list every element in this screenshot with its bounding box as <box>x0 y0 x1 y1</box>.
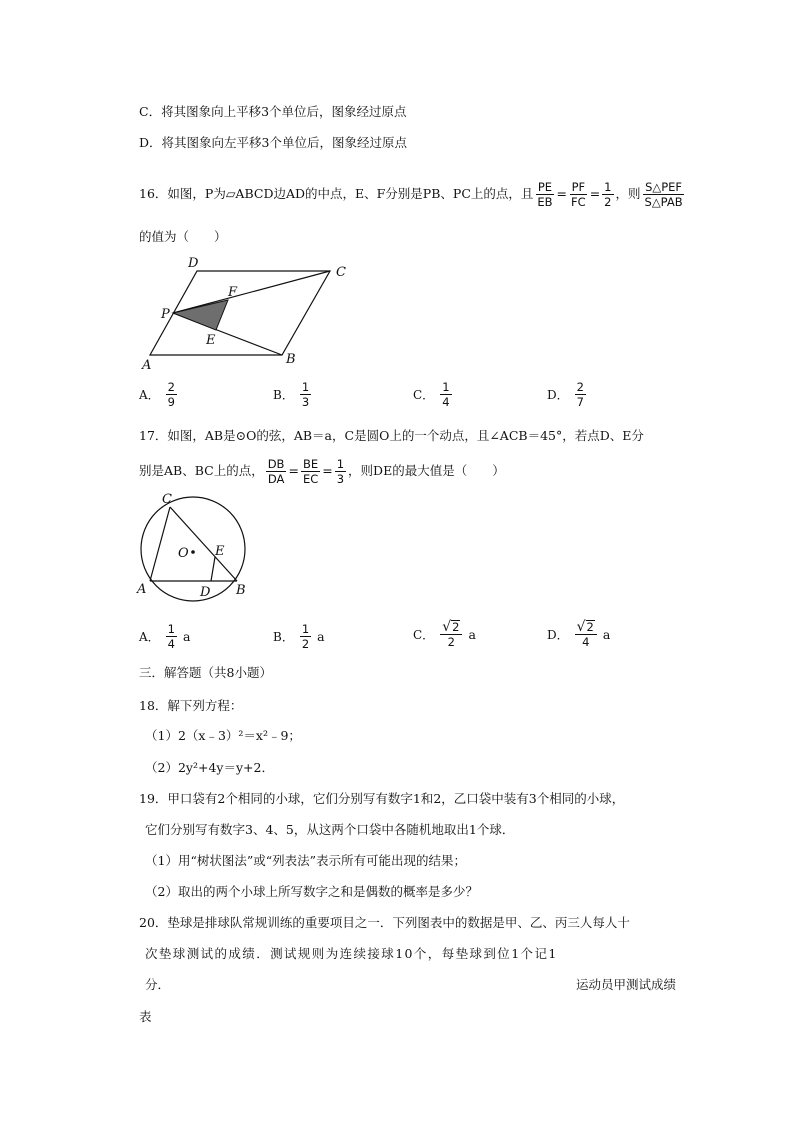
q18-stem: 18．解下列方程： <box>139 698 243 713</box>
segment-pc <box>173 271 330 313</box>
q17-option-a <box>139 622 190 651</box>
q19-line-2: 它们分别写有数字3、4、5，从这两个口袋中各随机地取出1个球． <box>145 822 515 837</box>
sqrt-numerator: √ 2 <box>575 620 597 635</box>
option-tail: a <box>602 627 611 642</box>
q16-parallelogram-figure <box>130 252 360 374</box>
frac-den: FC <box>571 194 586 209</box>
frac-num: 2 <box>167 380 175 394</box>
option-tail: a <box>468 627 476 642</box>
frac-den: 2 <box>604 194 612 209</box>
sqrt-numerator: √ 2 <box>440 620 462 635</box>
frac-num: PE <box>537 179 553 194</box>
q15-option-d: D．将其图象向左平移3个单位后，图象经过原点 <box>139 135 407 150</box>
center-dot <box>191 550 195 554</box>
q17-option-b <box>273 622 325 651</box>
q17-frac-third <box>335 457 346 486</box>
label-d: D <box>200 585 211 600</box>
frac-den: S△PAB <box>644 194 683 209</box>
frac-den: EC <box>302 471 319 486</box>
frac-den: 9 <box>167 395 175 409</box>
option-tail: a <box>317 629 325 644</box>
frac-num: 1 <box>167 622 175 636</box>
segment-de <box>211 557 215 581</box>
option-frac <box>166 622 177 651</box>
option-frac <box>300 622 311 651</box>
q16-then: ，则 <box>615 186 641 201</box>
segment-cb <box>170 507 237 581</box>
q17-option-d <box>547 620 610 649</box>
label-e: E <box>215 544 225 559</box>
frac-num: BE <box>303 456 319 471</box>
frac-den: EB <box>537 194 553 209</box>
option-label: D． <box>547 628 569 642</box>
label-b: B <box>286 352 296 367</box>
q16-stem: 16．如图，P为▱ABCD边AD的中点，E、F分别是PB、PC上的点，且 $\frac{PE}{EB}$ = $\frac{PF}{FC}$ = $\frac{1}{2}$ ，则 $\frac{\text{S△PEF}}{\text{S△PAB}}$ <box>139 179 683 209</box>
frac-num: 1 <box>336 456 345 471</box>
option-label: C． <box>413 628 435 642</box>
frac-num: 1 <box>301 622 310 636</box>
q18-part-1: （1）2（x﹣3）²＝x²﹣9； <box>145 728 301 743</box>
frac-num: S△PEF <box>645 179 683 194</box>
q15-option-c: C．将其图象向上平移3个单位后，图象经过原点 <box>139 104 407 119</box>
circle-o <box>141 497 245 601</box>
frac-den: 3 <box>301 395 310 409</box>
label-b: B <box>236 583 246 598</box>
frac-num: 2 <box>576 380 584 394</box>
option-frac <box>575 380 586 409</box>
q16-stem-a: 16．如图，P为▱ABCD边AD的中点，E、F分别是PB、PC上的点，且 <box>139 186 534 201</box>
q16-frac-pf-fc <box>569 180 588 209</box>
option-frac <box>440 620 462 649</box>
section-heading: 三．解答题（共8小题） <box>139 665 272 680</box>
frac-num: 1 <box>604 179 612 194</box>
q20-line-3a: 分． <box>145 977 171 992</box>
q16-option-d <box>547 380 588 409</box>
q19-part-1: （1）用“树状图法”或“列表法”表示所有可能出现的结果； <box>145 853 467 868</box>
frac-den: 4 <box>582 635 590 649</box>
label-c: C <box>162 492 172 507</box>
q16-option-b <box>273 380 313 409</box>
frac-num: 2 <box>452 620 460 634</box>
q20-line-1: 20．垫球是排球队常规训练的重要项目之一．下列图表中的数据是甲、乙、丙三人每人十 <box>139 915 630 930</box>
q19-line-1: 19．甲口袋有2个相同的小球，它们分别写有数字1和2，乙口袋中装有3个相同的小球， <box>139 791 625 806</box>
option-frac <box>440 380 451 409</box>
label-a: A <box>142 358 152 373</box>
label-a: A <box>137 582 147 597</box>
label-e: E <box>206 333 216 348</box>
option-label: C． <box>413 388 435 402</box>
frac-num: 1 <box>442 380 450 394</box>
q17-stem-b2: ，则DE的最大值是（ ） <box>348 463 505 478</box>
option-frac <box>575 620 597 649</box>
label-f: F <box>228 285 238 300</box>
frac-num: PF <box>571 179 586 194</box>
q17-stem-b1: 别是AB、BC上的点， <box>139 463 264 478</box>
q16-stem-b: 的值为（ ） <box>139 229 227 244</box>
q20-line-4: 表 <box>139 1009 152 1024</box>
frac-num: 1 <box>301 380 310 394</box>
option-label: A． <box>139 388 160 402</box>
frac-den: 2 <box>447 635 455 649</box>
frac-den: 2 <box>301 637 310 651</box>
frac-den: DA <box>267 471 285 486</box>
q16-frac-pe-eb <box>535 180 554 209</box>
q18-part-2: （2）2y²+4y＝y+2． <box>145 760 274 775</box>
q17-circle-figure <box>132 492 257 604</box>
frac-den: 3 <box>336 471 345 486</box>
label-o: O <box>178 546 189 561</box>
q17-frac-db-da <box>266 457 287 486</box>
q17-stem-a: 17．如图，AB是⊙O的弦，AB＝a，C是圆O上的一个动点，且∠ACB＝45°，若点D、E分 <box>139 428 644 443</box>
option-label: B． <box>273 388 294 402</box>
option-label: A． <box>139 630 160 644</box>
label-d: D <box>188 256 199 271</box>
frac-den: 7 <box>576 395 584 409</box>
q16-option-a <box>139 380 179 409</box>
frac-den: 4 <box>167 637 175 651</box>
option-label: B． <box>273 630 294 644</box>
q17-frac-be-ec <box>301 457 320 486</box>
option-tail: a <box>183 629 191 644</box>
q20-line-3b: 运动员甲测试成绩 <box>575 977 676 992</box>
q20-line-3 <box>145 976 676 994</box>
q16-option-c <box>413 380 454 409</box>
frac-num: 2 <box>586 620 594 634</box>
q19-part-2: （2）取出的两个小球上所写数字之和是偶数的概率是多少？ <box>145 884 478 899</box>
frac-den: 4 <box>442 395 450 409</box>
option-frac <box>166 380 177 409</box>
label-c: C <box>336 265 346 280</box>
label-p: P <box>161 307 170 322</box>
q16-frac-half <box>602 180 613 209</box>
q16-area-ratio <box>643 180 685 209</box>
option-frac <box>300 380 311 409</box>
q20-line-2: 次垫球测试的成绩．测试规则为连续接球10个，每垫球到位1个记1 <box>145 946 558 961</box>
triangle-pef-shaded <box>173 300 228 330</box>
q17-option-c <box>413 620 476 649</box>
option-label: D． <box>547 388 569 402</box>
q17-stem-b: 别是AB、BC上的点， $\frac{DB}{DA}$ = $\frac{BE}{EC}$ = $\frac{1}{3}$ ，则DE的最大值是（ ） <box>139 456 505 486</box>
segment-ca <box>150 507 170 581</box>
frac-num: DB <box>267 456 285 471</box>
